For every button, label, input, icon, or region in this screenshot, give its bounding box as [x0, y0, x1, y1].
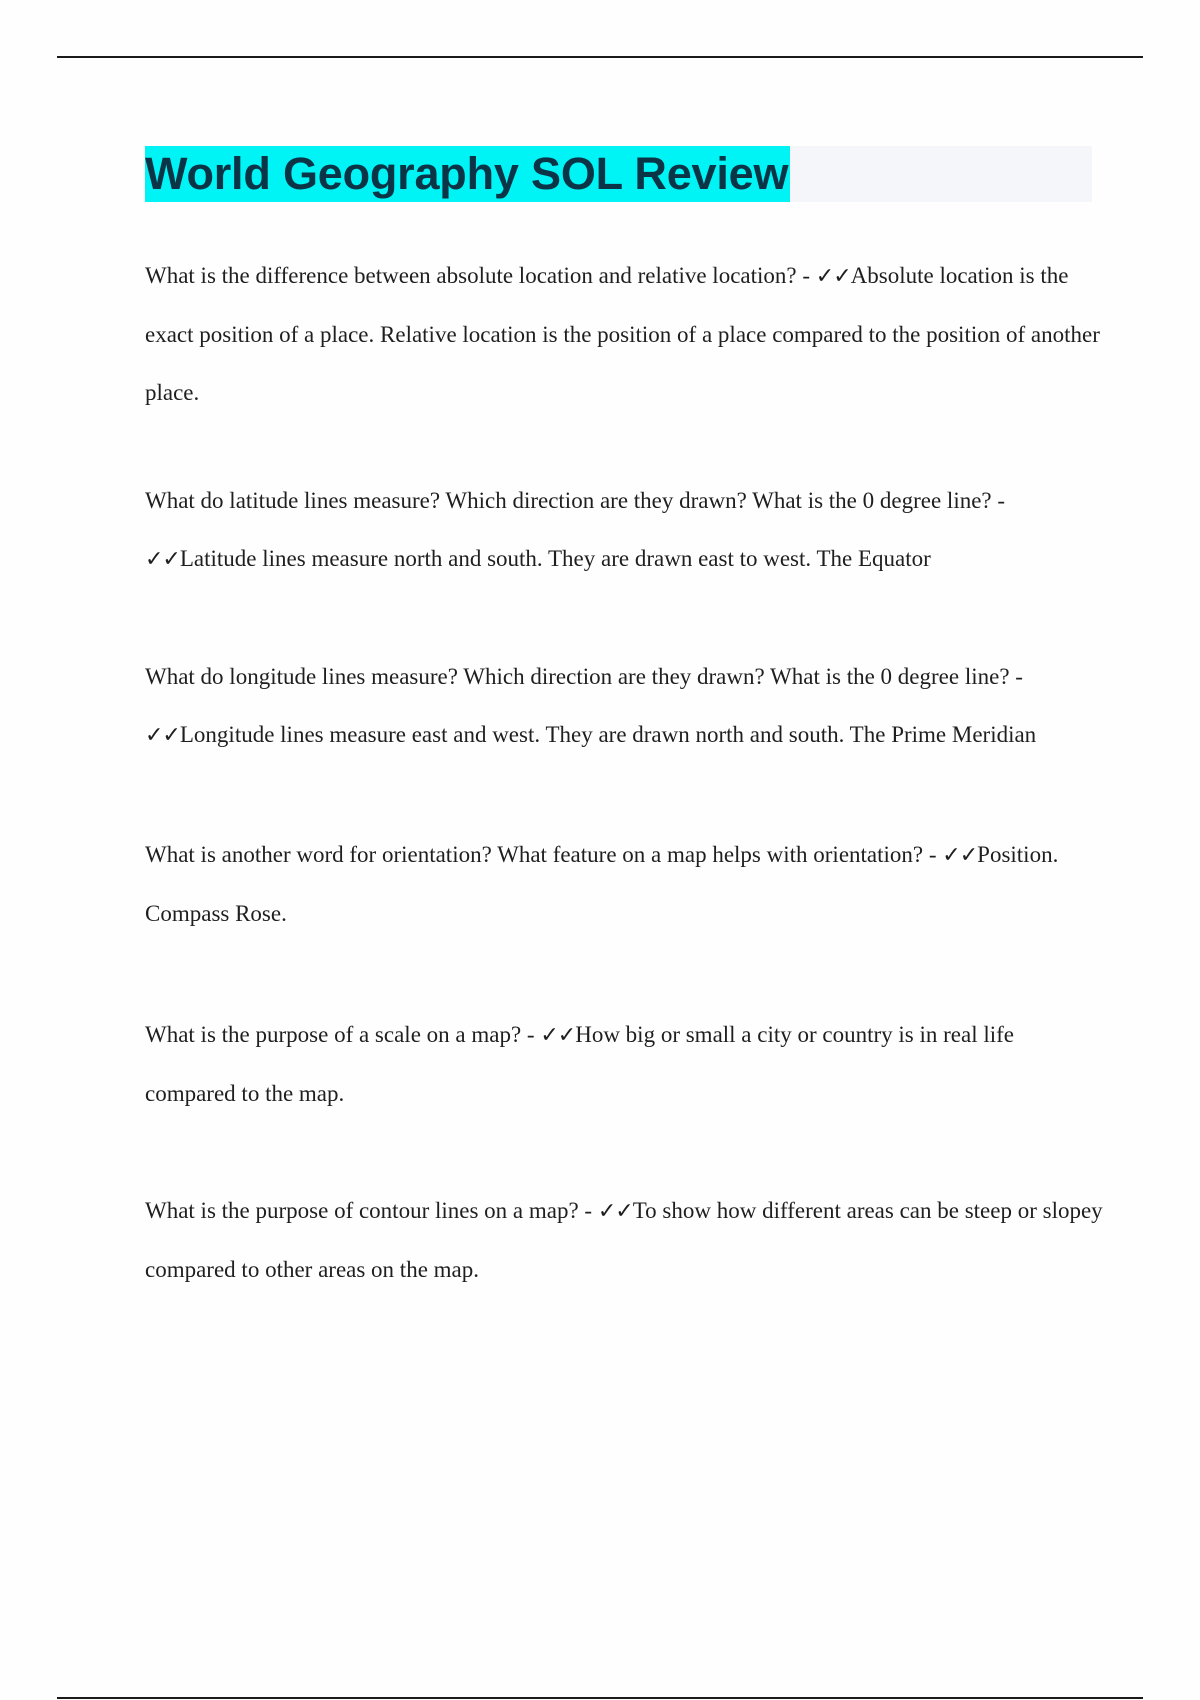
double-check-icon: ✓✓: [942, 843, 978, 868]
question-text: What is the purpose of contour lines on a map? -: [145, 1198, 598, 1223]
question-text: What do latitude lines measure? Which direction are they drawn? What is the 0 degree line? -: [145, 488, 1006, 513]
answer-text: Absolute location is the exact position of a place. Relative location is the position of a place compared to the position of another place.: [145, 263, 1100, 405]
answer-text: How big or small a city or country is in real life compared to the map.: [145, 1022, 1015, 1106]
answer-text: Longitude lines measure east and west. They are drawn north and south. The Prime Meridian: [179, 722, 1037, 747]
question-text: What is the difference between absolute location and relative location? -: [145, 263, 816, 288]
double-check-icon: ✓✓: [145, 547, 180, 572]
answer-text: Latitude lines measure north and south. They are drawn east to west. The Equator: [179, 546, 931, 571]
answer-text: To show how different areas can be steep or slopey compared to other areas on the map.: [145, 1198, 1103, 1282]
answer-text: Position. Compass Rose.: [145, 842, 1059, 926]
double-check-icon: ✓✓: [145, 723, 180, 748]
double-check-icon: ✓✓: [815, 264, 851, 289]
qa-item: [145, 247, 1105, 422]
header-rule: [57, 56, 1143, 58]
page-title: World Geography SOL Review: [145, 146, 790, 202]
qa-item: [145, 1182, 1105, 1299]
question-text: What do longitude lines measure? Which direction are they drawn? What is the 0 degree line? -: [145, 664, 1023, 689]
double-check-icon: ✓✓: [597, 1199, 633, 1224]
double-check-icon: ✓✓: [540, 1023, 576, 1048]
qa-item: [145, 1006, 1105, 1123]
qa-item: [145, 472, 1105, 589]
question-text: What is the purpose of a scale on a map? -: [145, 1022, 541, 1047]
footer-rule: [57, 1697, 1143, 1699]
qa-item: [145, 648, 1105, 765]
qa-item: [145, 826, 1105, 943]
question-text: What is another word for orientation? What feature on a map helps with orientation? -: [145, 842, 943, 867]
